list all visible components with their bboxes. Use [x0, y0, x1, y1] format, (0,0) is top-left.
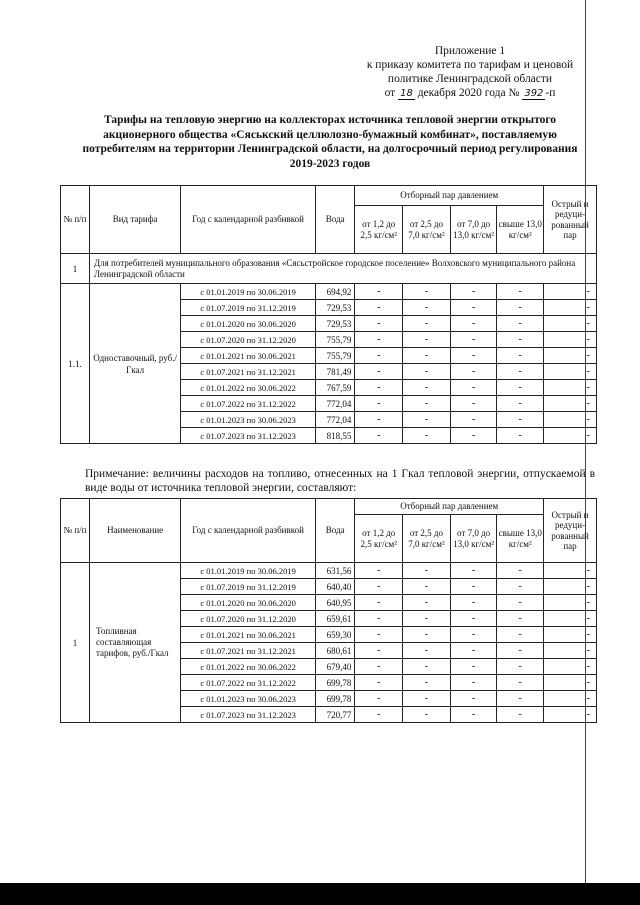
- dash-cell: -: [355, 428, 403, 444]
- dash-cell: -: [497, 659, 544, 675]
- dash-cell: -: [544, 284, 597, 300]
- dash-cell: -: [450, 659, 497, 675]
- dash-cell: -: [450, 412, 497, 428]
- appendix-date-line: [340, 86, 600, 101]
- water-value-cell: 755,79: [316, 332, 355, 348]
- period-cell: с 01.01.2023 по 30.06.2023: [181, 691, 316, 707]
- period-cell: с 01.07.2023 по 31.12.2023: [181, 707, 316, 723]
- date-prefix: от: [384, 87, 396, 99]
- dash-cell: -: [497, 396, 544, 412]
- dash-cell: -: [403, 579, 451, 595]
- dash-cell: -: [403, 707, 451, 723]
- period-cell: с 01.07.2021 по 31.12.2021: [181, 364, 316, 380]
- dash-cell: -: [544, 595, 597, 611]
- dash-cell: -: [544, 643, 597, 659]
- dash-cell: -: [450, 611, 497, 627]
- dash-cell: -: [450, 380, 497, 396]
- water-value-cell: 631,56: [316, 563, 355, 579]
- water-value-cell: 699,78: [316, 675, 355, 691]
- period-cell: с 01.01.2022 по 30.06.2022: [181, 659, 316, 675]
- dash-cell: -: [403, 300, 451, 316]
- appendix-order-ref: к приказу комитета по тарифам и ценовой: [366, 59, 574, 71]
- period-cell: с 01.01.2019 по 30.06.2019: [181, 563, 316, 579]
- dash-cell: -: [450, 300, 497, 316]
- dash-cell: -: [450, 428, 497, 444]
- order-suffix: -п: [545, 87, 556, 99]
- header-pressure-4: свыше 13,0 кг/см²: [497, 206, 544, 254]
- header-pressure-2: от 2,5 до 7,0 кг/см²: [403, 206, 451, 254]
- dash-cell: -: [355, 348, 403, 364]
- header-pressure-4: свыше 13,0 кг/см²: [497, 515, 544, 563]
- header-acute-steam: Острый и редуци-рованный пар: [544, 499, 597, 563]
- dash-cell: -: [497, 332, 544, 348]
- dash-cell: -: [544, 332, 597, 348]
- water-value-cell: 680,61: [316, 643, 355, 659]
- dash-cell: -: [403, 691, 451, 707]
- dash-cell: -: [403, 611, 451, 627]
- dash-cell: -: [403, 364, 451, 380]
- dash-cell: -: [355, 627, 403, 643]
- dash-cell: -: [497, 579, 544, 595]
- dash-cell: -: [497, 428, 544, 444]
- header-tariff-type: Вид тарифа: [90, 186, 181, 254]
- dash-cell: -: [544, 627, 597, 643]
- dash-cell: -: [544, 659, 597, 675]
- dash-cell: -: [544, 579, 597, 595]
- dash-cell: -: [497, 380, 544, 396]
- water-value-cell: 772,04: [316, 396, 355, 412]
- header-steam-group: Отборный пар давлением: [355, 499, 544, 515]
- period-cell: с 01.07.2022 по 31.12.2022: [181, 675, 316, 691]
- period-cell: с 01.01.2019 по 30.06.2019: [181, 284, 316, 300]
- dash-cell: -: [403, 643, 451, 659]
- dash-cell: -: [450, 595, 497, 611]
- row-group-num: 1: [61, 563, 90, 723]
- header-pressure-3: от 7,0 до 13,0 кг/см²: [450, 206, 497, 254]
- row-group-num: 1.1.: [61, 284, 90, 444]
- dash-cell: -: [403, 396, 451, 412]
- period-cell: с 01.01.2020 по 30.06.2020: [181, 595, 316, 611]
- appendix-title: Приложение 1: [434, 45, 506, 57]
- dash-cell: -: [450, 316, 497, 332]
- dash-cell: -: [497, 707, 544, 723]
- header-num: № п/п: [61, 499, 90, 563]
- dash-cell: -: [450, 364, 497, 380]
- period-cell: с 01.07.2023 по 31.12.2023: [181, 428, 316, 444]
- header-steam-group: Отборный пар давлением: [355, 186, 544, 206]
- water-value-cell: 640,95: [316, 595, 355, 611]
- dash-cell: -: [450, 691, 497, 707]
- header-water: Вода: [316, 499, 355, 563]
- water-value-cell: 729,53: [316, 300, 355, 316]
- dash-cell: -: [450, 396, 497, 412]
- dash-cell: -: [497, 691, 544, 707]
- water-value-cell: 679,40: [316, 659, 355, 675]
- header-period: Год с календарной разбивкой: [181, 499, 316, 563]
- dash-cell: -: [497, 595, 544, 611]
- period-cell: с 01.07.2021 по 31.12.2021: [181, 643, 316, 659]
- dash-cell: -: [355, 643, 403, 659]
- period-cell: с 01.07.2019 по 31.12.2019: [181, 300, 316, 316]
- dash-cell: -: [544, 428, 597, 444]
- header-water: Вода: [316, 186, 355, 254]
- header-pressure-1: от 1,2 до 2,5 кг/см²: [355, 206, 403, 254]
- date-rest: декабря 2020 года №: [417, 87, 520, 99]
- dash-cell: -: [355, 563, 403, 579]
- dash-cell: -: [544, 707, 597, 723]
- dash-cell: -: [544, 348, 597, 364]
- dash-cell: -: [403, 348, 451, 364]
- dash-cell: -: [403, 563, 451, 579]
- dash-cell: -: [403, 332, 451, 348]
- dash-cell: -: [544, 316, 597, 332]
- row-group-label: Одноставочный, руб./Гкал: [90, 284, 181, 444]
- table-row: [61, 563, 597, 579]
- dash-cell: -: [403, 380, 451, 396]
- period-cell: с 01.07.2019 по 31.12.2019: [181, 579, 316, 595]
- dash-cell: -: [497, 643, 544, 659]
- dash-cell: -: [355, 659, 403, 675]
- period-cell: с 01.07.2022 по 31.12.2022: [181, 396, 316, 412]
- tariff-table: [60, 185, 597, 444]
- dash-cell: -: [355, 380, 403, 396]
- dash-cell: -: [403, 659, 451, 675]
- dash-cell: -: [450, 675, 497, 691]
- appendix-committee: политике Ленинградской области: [387, 73, 553, 85]
- section-description: Для потребителей муниципального образования «Сясьстройское городское поселение» Волховского муниципального района Ленинградской области: [90, 254, 597, 284]
- dash-cell: -: [497, 675, 544, 691]
- dash-cell: -: [403, 428, 451, 444]
- dash-cell: -: [450, 563, 497, 579]
- dash-cell: -: [450, 627, 497, 643]
- document-title: Тарифы на тепловую энергию на коллекторах источника тепловой энергии открытого акционерного общества «Сяськский целлюлозно-бумажный комбинат», поставляемую потребителям на территории Ленинградской области, на долгосрочный период регулирования 2019-2023 годов: [82, 114, 578, 170]
- dash-cell: -: [450, 643, 497, 659]
- dash-cell: -: [497, 348, 544, 364]
- note-paragraph: Примечание: величины расходов на топливо, отнесенных на 1 Гкал тепловой энергии, отпускаемой в виде воды от источника тепловой энергии, составляют:: [85, 468, 595, 494]
- dash-cell: -: [544, 380, 597, 396]
- dash-cell: -: [544, 675, 597, 691]
- dash-cell: -: [497, 627, 544, 643]
- dash-cell: -: [544, 611, 597, 627]
- dash-cell: -: [544, 364, 597, 380]
- dash-cell: -: [403, 675, 451, 691]
- dash-cell: -: [497, 563, 544, 579]
- dash-cell: -: [497, 284, 544, 300]
- water-value-cell: 755,79: [316, 348, 355, 364]
- dash-cell: -: [497, 300, 544, 316]
- dash-cell: -: [355, 364, 403, 380]
- dash-cell: -: [403, 627, 451, 643]
- header-pressure-3: от 7,0 до 13,0 кг/см²: [450, 515, 497, 563]
- water-value-cell: 781,49: [316, 364, 355, 380]
- dash-cell: -: [403, 412, 451, 428]
- dash-cell: -: [355, 579, 403, 595]
- dash-cell: -: [450, 332, 497, 348]
- dash-cell: -: [355, 332, 403, 348]
- header-acute-steam: Острый и редуци-рованный пар: [544, 186, 597, 254]
- header-name: Наименование: [90, 499, 181, 563]
- water-value-cell: 720,77: [316, 707, 355, 723]
- dash-cell: -: [355, 707, 403, 723]
- dash-cell: -: [355, 611, 403, 627]
- period-cell: с 01.01.2021 по 30.06.2021: [181, 627, 316, 643]
- dash-cell: -: [544, 563, 597, 579]
- water-value-cell: 772,04: [316, 412, 355, 428]
- dash-cell: -: [544, 412, 597, 428]
- dash-cell: -: [497, 316, 544, 332]
- dash-cell: -: [497, 412, 544, 428]
- dash-cell: -: [544, 396, 597, 412]
- order-number-handwritten: 392: [524, 88, 544, 99]
- water-value-cell: 818,55: [316, 428, 355, 444]
- header-pressure-2: от 2,5 до 7,0 кг/см²: [403, 515, 451, 563]
- dash-cell: -: [355, 396, 403, 412]
- dash-cell: -: [497, 611, 544, 627]
- dash-cell: -: [450, 579, 497, 595]
- dash-cell: -: [355, 675, 403, 691]
- water-value-cell: 729,53: [316, 316, 355, 332]
- section-num: 1: [61, 254, 90, 284]
- water-value-cell: 640,40: [316, 579, 355, 595]
- period-cell: с 01.07.2020 по 31.12.2020: [181, 332, 316, 348]
- dash-cell: -: [355, 412, 403, 428]
- water-value-cell: 694,92: [316, 284, 355, 300]
- water-value-cell: 659,61: [316, 611, 355, 627]
- dash-cell: -: [355, 316, 403, 332]
- dash-cell: -: [355, 595, 403, 611]
- period-cell: с 01.01.2023 по 30.06.2023: [181, 412, 316, 428]
- period-cell: с 01.07.2020 по 31.12.2020: [181, 611, 316, 627]
- water-value-cell: 767,59: [316, 380, 355, 396]
- period-cell: с 01.01.2022 по 30.06.2022: [181, 380, 316, 396]
- dash-cell: -: [403, 595, 451, 611]
- water-value-cell: 659,30: [316, 627, 355, 643]
- dash-cell: -: [403, 316, 451, 332]
- fuel-component-table: [60, 498, 597, 723]
- date-day-handwritten: 18: [400, 88, 413, 99]
- dash-cell: -: [450, 348, 497, 364]
- period-cell: с 01.01.2020 по 30.06.2020: [181, 316, 316, 332]
- header-num: № п/п: [61, 186, 90, 254]
- dash-cell: -: [355, 284, 403, 300]
- dash-cell: -: [544, 691, 597, 707]
- row-group-label: Топливная составляющая тарифов, руб./Гкал: [90, 563, 181, 723]
- scan-bottom-edge: [0, 883, 640, 905]
- dash-cell: -: [403, 284, 451, 300]
- dash-cell: -: [355, 691, 403, 707]
- dash-cell: -: [497, 364, 544, 380]
- dash-cell: -: [355, 300, 403, 316]
- header-pressure-1: от 1,2 до 2,5 кг/см²: [355, 515, 403, 563]
- dash-cell: -: [450, 707, 497, 723]
- table-row: [61, 284, 597, 300]
- dash-cell: -: [450, 284, 497, 300]
- dash-cell: -: [544, 300, 597, 316]
- appendix-header: [340, 44, 600, 101]
- header-period: Год с календарной разбивкой: [181, 186, 316, 254]
- period-cell: с 01.01.2021 по 30.06.2021: [181, 348, 316, 364]
- water-value-cell: 699,78: [316, 691, 355, 707]
